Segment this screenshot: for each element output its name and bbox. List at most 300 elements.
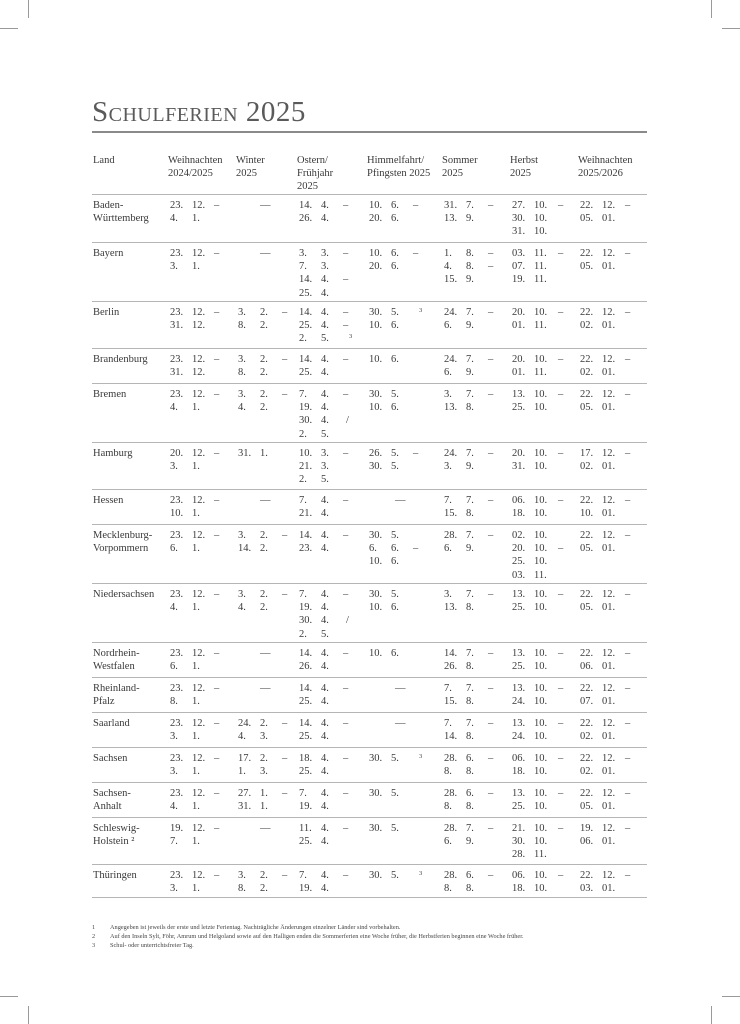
month: 6. [391,648,399,659]
separator: – [625,495,631,506]
month: 4. [321,495,329,506]
header-line: 2025 [297,181,318,192]
day: 01. [512,320,526,332]
separator: – [558,589,564,600]
day: 23. [170,589,184,600]
day: 6. [444,367,452,379]
state-name [93,682,140,708]
day: 10. [369,320,383,332]
day: 30. [369,870,383,881]
month: 11. [534,261,547,273]
month: 5. [321,428,329,440]
separator: – [488,753,494,764]
none-dash: — [260,200,271,211]
header-line: 2025 [510,168,531,179]
month: 2. [260,543,268,555]
day: 02. [580,461,594,473]
day: 30. [512,213,526,225]
row-rule [92,817,647,818]
header-weihnachten1 [168,154,223,180]
footnote-number: 1 [92,924,96,931]
separator: – [343,448,349,459]
day: 03. [512,248,526,259]
month: 1. [260,448,268,459]
month: 10. [534,788,548,799]
separator: – [488,448,494,459]
day: 3. [170,766,178,778]
day: 14. [299,274,313,286]
separator: – [625,389,631,400]
row-rule [92,897,647,898]
month: 1. [192,883,200,895]
day: 25. [299,766,313,778]
day: 28. [444,530,458,541]
separator: – [343,589,349,600]
day: 22. [580,718,594,729]
month: 12. [192,788,206,799]
none-dash: — [260,683,271,694]
state-name-line: Pfalz [93,696,115,708]
footnote-ref: 3 [419,753,423,760]
separator: – [214,788,220,799]
day: 28. [444,823,458,834]
crop-mark [28,0,29,18]
month: 9. [466,213,474,225]
separator: – [343,320,349,332]
month: 9. [466,274,474,286]
month: 7. [466,200,474,211]
month: 2. [260,602,268,614]
header-line: 2025/2026 [578,168,623,179]
month: 3. [321,461,329,473]
day: 15. [444,696,458,708]
day: 3. [444,589,452,600]
day: 7. [444,495,452,506]
day: 7. [299,788,307,799]
day: 22. [580,683,594,694]
separator: – [343,248,349,259]
month: 10. [534,823,548,834]
separator: – [558,543,564,555]
footnote [92,933,524,942]
row-rule [92,348,647,349]
month: 6. [391,543,399,555]
month: 12. [192,448,206,459]
separator: – [488,589,494,600]
footnote-ref: 3 [419,870,423,877]
month: 01. [602,602,616,614]
month: 10. [534,307,548,318]
month: 1. [192,602,200,614]
month: 10. [534,602,548,614]
month: 8. [466,402,474,414]
month: 4. [321,683,329,694]
header-winter [236,154,265,180]
day: 3. [238,870,246,881]
day: 6. [170,661,178,673]
day: 26. [444,661,458,673]
month: 2. [260,307,268,318]
month: 8. [466,248,474,259]
month: 8. [466,766,474,778]
month: 10. [534,696,548,708]
separator: / [346,415,349,427]
month: 12. [602,307,616,318]
day: 6. [444,543,452,555]
month: 6. [391,556,399,568]
month: 7. [466,307,474,318]
month: 4. [321,753,329,764]
month: 5. [391,448,399,459]
day: 18. [299,753,313,764]
day: 31. [238,448,252,459]
row-rule [92,864,647,865]
month: 4. [321,602,329,614]
row-rule [92,782,647,783]
separator: – [488,823,494,834]
header-line: 2024/2025 [168,168,213,179]
month: 2. [260,320,268,332]
separator: – [558,448,564,459]
month: 9. [466,320,474,332]
month: 10. [534,753,548,764]
day: 23. [170,718,184,729]
day: 23. [170,354,184,365]
day: 24. [444,307,458,318]
month: 10. [534,883,548,895]
day: 15. [444,274,458,286]
day: 25. [299,836,313,848]
row-rule [92,524,647,525]
day: 28. [444,753,458,764]
day: 3. [170,461,178,473]
day: 17. [238,753,252,764]
crop-mark [711,1006,712,1024]
footnote-number: 3 [92,942,96,949]
separator: – [558,870,564,881]
month: 5. [321,333,329,345]
month: 12. [602,354,616,365]
day: 07. [580,696,594,708]
day: 7. [299,589,307,600]
day: 20. [512,307,526,318]
day: 25. [299,320,313,332]
day: 13. [512,589,526,600]
month: 4. [321,508,329,520]
day: 23. [170,200,184,211]
separator: – [343,788,349,799]
day: 14. [444,648,458,659]
state-name-line: Bayern [93,248,124,259]
month: 12. [192,307,206,318]
day: 02. [580,766,594,778]
month: 10. [534,354,548,365]
state-name-line: Sachsen [93,753,128,764]
month: 7. [466,823,474,834]
day: 23. [299,543,313,555]
month: 2. [260,753,268,764]
separator: – [558,753,564,764]
month: 8. [466,731,474,743]
month: 10. [534,648,548,659]
header-line: Sommer [442,155,478,166]
day: 22. [580,648,594,659]
separator: – [214,307,220,318]
day: 23. [170,753,184,764]
month: 10. [534,870,548,881]
crop-mark [722,996,740,997]
month: 12. [602,530,616,541]
header-line: Frühjahr [297,168,334,179]
day: 20. [170,448,184,459]
footnote [92,942,194,951]
day: 6. [444,836,452,848]
month: 12. [192,589,206,600]
month: 9. [466,836,474,848]
month: 5. [391,823,399,834]
month: 12. [602,753,616,764]
separator: – [558,307,564,318]
day: 20. [512,354,526,365]
month: 4. [321,718,329,729]
month: 10. [534,801,548,813]
day: 7. [299,389,307,400]
separator: – [214,823,220,834]
day: 10. [369,602,383,614]
separator: – [558,788,564,799]
month: 12. [192,495,206,506]
month: 3. [260,731,268,743]
separator: – [214,248,220,259]
month: 2. [260,402,268,414]
month: 1. [192,508,200,520]
day: 30. [299,615,313,627]
month: 10. [534,836,548,848]
separator: – [282,788,288,799]
separator: – [488,530,494,541]
month: 11. [534,849,547,861]
day: 2. [299,428,307,440]
month: 6. [391,200,399,211]
row-rule [92,489,647,490]
header-line: Ostern/ [297,155,328,166]
separator: – [488,354,494,365]
day: 22. [580,354,594,365]
month: 10. [534,495,548,506]
crop-mark [28,1006,29,1024]
separator: – [343,753,349,764]
crop-mark [711,0,712,18]
state-name-line: Saarland [93,718,130,729]
month: 10. [534,543,548,555]
month: 7. [466,354,474,365]
header-ostern [297,154,333,193]
day: 4. [170,213,178,225]
day: 26. [369,448,383,459]
month: 12. [192,367,206,379]
month: 01. [602,731,616,743]
month: 4. [321,696,329,708]
separator: – [558,683,564,694]
day: 25. [512,402,526,414]
month: 1. [192,402,200,414]
month: 4. [321,530,329,541]
header-line: Land [93,155,115,166]
crop-mark [722,28,740,29]
day: 25. [299,696,313,708]
state-name [93,588,154,601]
day: 31. [170,367,184,379]
separator: – [282,389,288,400]
day: 24. [444,448,458,459]
month: 6. [466,870,474,881]
day: 10. [369,200,383,211]
day: 10. [369,354,383,365]
month: 4. [321,200,329,211]
state-name-line: Schleswig- [93,823,140,834]
month: 4. [321,870,329,881]
separator: – [343,648,349,659]
month: 3. [321,248,329,259]
month: 10. [534,530,548,541]
month: 8. [466,508,474,520]
day: 22. [580,753,594,764]
state-name [93,447,132,460]
separator: – [282,530,288,541]
separator: – [488,200,494,211]
state-name-line: Westfalen [93,661,135,673]
month: 12. [192,718,206,729]
day: 22. [580,788,594,799]
state-name-line: Württemberg [93,213,149,225]
separator: – [625,648,631,659]
separator: – [625,530,631,541]
month: 9. [466,367,474,379]
day: 28. [444,870,458,881]
separator: – [214,354,220,365]
month: 7. [466,683,474,694]
day: 13. [512,683,526,694]
day: 26. [299,213,313,225]
day: 10. [369,402,383,414]
month: 6. [391,354,399,365]
day: 25. [512,602,526,614]
day: 15. [444,508,458,520]
day: 30. [369,589,383,600]
day: 22. [580,870,594,881]
month: 11. [534,320,547,332]
month: 9. [466,461,474,473]
day: 23. [170,389,184,400]
month: 5. [391,389,399,400]
none-dash: — [395,495,406,506]
row-rule [92,677,647,678]
day: 22. [580,200,594,211]
month: 10. [534,661,548,673]
month: 11. [534,248,547,259]
day: 18. [512,883,526,895]
day: 30. [299,415,313,427]
day: 3. [238,589,246,600]
day: 14. [299,354,313,365]
month: 4. [321,788,329,799]
day: 10. [369,648,383,659]
month: 5. [391,753,399,764]
month: 4. [321,307,329,318]
month: 4. [321,731,329,743]
state-name [93,494,123,507]
month: 01. [602,836,616,848]
day: 05. [580,543,594,555]
day: 3. [238,389,246,400]
day: 30. [369,788,383,799]
none-dash: — [395,683,406,694]
month: 8. [466,883,474,895]
separator: – [343,200,349,211]
title-rule [92,131,647,133]
month: 6. [391,213,399,225]
day: 02. [580,367,594,379]
separator: – [413,200,419,211]
row-rule [92,642,647,643]
state-name-line: Sachsen- [93,788,131,799]
separator: – [625,753,631,764]
separator: – [558,389,564,400]
month: 10. [534,226,548,238]
month: 12. [192,753,206,764]
month: 12. [602,389,616,400]
day: 14. [299,200,313,211]
month: 5. [321,628,329,640]
day: 30. [369,753,383,764]
month: 01. [602,320,616,332]
day: 13. [444,213,458,225]
separator: – [214,389,220,400]
day: 19. [299,883,313,895]
month: 4. [321,883,329,895]
day: 7. [444,718,452,729]
day: 02. [580,320,594,332]
header-line: Weihnachten [168,155,223,166]
separator: – [558,354,564,365]
separator: – [625,448,631,459]
state-name-line: Brandenburg [93,354,148,365]
day: 8. [444,801,452,813]
month: 11. [534,274,547,286]
state-name [93,752,127,765]
separator: – [343,307,349,318]
day: 3. [444,389,452,400]
day: 7. [170,836,178,848]
month: 01. [602,696,616,708]
month: 8. [466,261,474,273]
none-dash: — [260,248,271,259]
state-name [93,247,123,260]
day: 05. [580,602,594,614]
day: 25. [512,556,526,568]
day: 30. [369,823,383,834]
footnote-ref: 3 [349,333,353,341]
day: 02. [512,530,526,541]
month: 5. [321,474,329,486]
separator: – [214,589,220,600]
month: 4. [321,274,329,286]
month: 5. [391,589,399,600]
day: 14. [444,731,458,743]
state-name [93,529,152,555]
day: 7. [299,870,307,881]
separator: – [214,870,220,881]
